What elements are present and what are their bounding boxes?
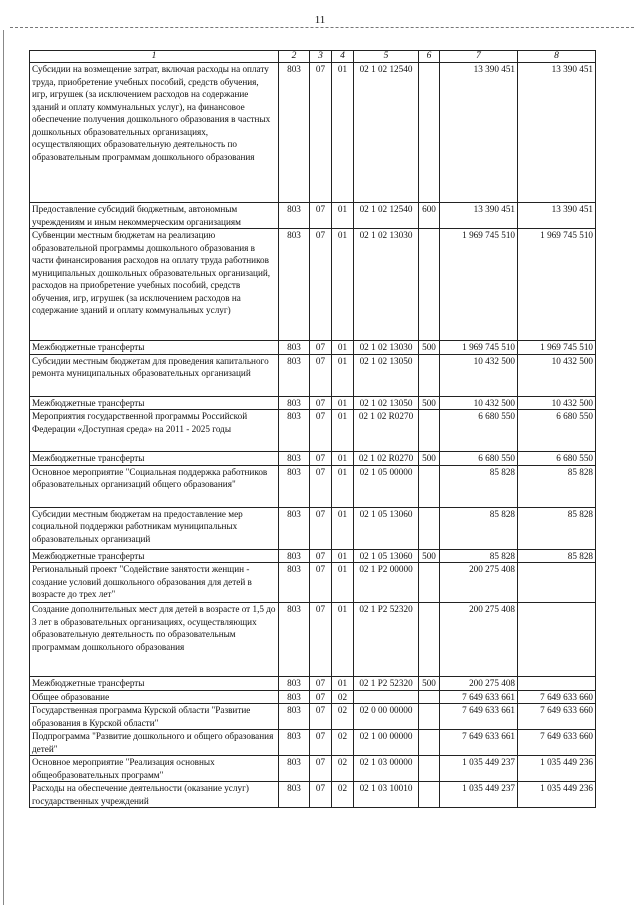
row-amount-1: 85 828 bbox=[440, 465, 518, 507]
row-target-article: 02 1 02 12540 bbox=[354, 203, 419, 229]
scan-border-top bbox=[10, 27, 634, 28]
row-section: 07 bbox=[310, 63, 332, 203]
table-row bbox=[30, 690, 596, 704]
row-name: Межбюджетные трансферты bbox=[30, 677, 279, 691]
row-grbs: 803 bbox=[279, 563, 310, 603]
row-subsection: 01 bbox=[332, 410, 354, 452]
row-name: Межбюджетные трансферты bbox=[30, 341, 279, 355]
scan-border-left bbox=[3, 30, 4, 905]
table-row bbox=[30, 730, 596, 756]
row-subsection: 01 bbox=[332, 465, 354, 507]
row-subsection: 01 bbox=[332, 341, 354, 355]
row-amount-2: 7 649 633 660 bbox=[518, 730, 596, 756]
row-section: 07 bbox=[310, 690, 332, 704]
row-amount-2 bbox=[518, 563, 596, 603]
row-name: Субсидии местным бюджетам для проведения капитального ремонта муниципальных образовательных организаций bbox=[30, 354, 279, 396]
row-amount-2: 1 969 745 510 bbox=[518, 341, 596, 355]
row-section: 07 bbox=[310, 563, 332, 603]
row-expense-type: 500 bbox=[419, 396, 440, 410]
row-target-article: 02 1 02 12540 bbox=[354, 63, 419, 203]
row-amount-2: 1 035 449 236 bbox=[518, 756, 596, 782]
row-name: Мероприятия государственной программы Российской Федерации «Доступная среда» на 2011 - 2025 годы bbox=[30, 410, 279, 452]
row-name: Основное мероприятие "Социальная поддержка работников образовательных организаций общего образования" bbox=[30, 465, 279, 507]
row-subsection: 01 bbox=[332, 396, 354, 410]
row-section: 07 bbox=[310, 549, 332, 563]
row-subsection: 02 bbox=[332, 782, 354, 808]
row-amount-2: 6 680 550 bbox=[518, 452, 596, 466]
row-expense-type bbox=[419, 63, 440, 203]
row-grbs: 803 bbox=[279, 507, 310, 549]
row-name: Межбюджетные трансферты bbox=[30, 396, 279, 410]
row-grbs: 803 bbox=[279, 603, 310, 677]
row-expense-type bbox=[419, 354, 440, 396]
row-target-article: 02 1 P2 52320 bbox=[354, 603, 419, 677]
col-header-5: 5 bbox=[354, 51, 419, 63]
row-amount-1: 85 828 bbox=[440, 549, 518, 563]
row-grbs: 803 bbox=[279, 452, 310, 466]
row-amount-1: 200 275 408 bbox=[440, 677, 518, 691]
table-row bbox=[30, 563, 596, 603]
row-name: Создание дополнительных мест для детей в возрасте от 1,5 до 3 лет в образовательных организациях, осуществляющих образовательную деятельность по образовательным программам дошкольного образования bbox=[30, 603, 279, 677]
row-subsection: 02 bbox=[332, 756, 354, 782]
row-subsection: 01 bbox=[332, 452, 354, 466]
row-subsection: 01 bbox=[332, 563, 354, 603]
row-amount-2: 1 969 745 510 bbox=[518, 229, 596, 341]
row-expense-type: 500 bbox=[419, 341, 440, 355]
row-expense-type: 500 bbox=[419, 452, 440, 466]
row-target-article: 02 1 P2 52320 bbox=[354, 677, 419, 691]
row-amount-2: 7 649 633 660 bbox=[518, 704, 596, 730]
row-grbs: 803 bbox=[279, 690, 310, 704]
row-amount-1: 200 275 408 bbox=[440, 563, 518, 603]
row-section: 07 bbox=[310, 396, 332, 410]
row-amount-2: 7 649 633 660 bbox=[518, 690, 596, 704]
row-amount-1: 7 649 633 661 bbox=[440, 730, 518, 756]
table-row bbox=[30, 603, 596, 677]
row-grbs: 803 bbox=[279, 704, 310, 730]
row-subsection: 02 bbox=[332, 690, 354, 704]
row-expense-type bbox=[419, 507, 440, 549]
row-section: 07 bbox=[310, 203, 332, 229]
table-row bbox=[30, 63, 596, 203]
row-grbs: 803 bbox=[279, 465, 310, 507]
row-amount-1: 10 432 500 bbox=[440, 354, 518, 396]
row-target-article: 02 1 02 R0270 bbox=[354, 452, 419, 466]
row-name: Подпрограмма "Развитие дошкольного и общего образования детей" bbox=[30, 730, 279, 756]
row-amount-1: 85 828 bbox=[440, 507, 518, 549]
row-grbs: 803 bbox=[279, 730, 310, 756]
row-expense-type bbox=[419, 603, 440, 677]
row-name: Субсидии на возмещение затрат, включая расходы на оплату труда, приобретение учебных пособий, средств обучения, игр, игрушек (за исключением расходов на содержание зданий и оплату коммунальных услуг), на финансовое обеспечение получения дошкольного образования в частных дошкольных образовательных организациях, осуществляющих образовательную деятельность по образовательным программам дошкольного образования bbox=[30, 63, 279, 203]
row-name: Межбюджетные трансферты bbox=[30, 452, 279, 466]
row-subsection: 02 bbox=[332, 730, 354, 756]
row-amount-2: 1 035 449 236 bbox=[518, 782, 596, 808]
col-header-8: 8 bbox=[518, 51, 596, 63]
row-section: 07 bbox=[310, 410, 332, 452]
row-target-article: 02 1 02 13050 bbox=[354, 396, 419, 410]
row-section: 07 bbox=[310, 507, 332, 549]
row-amount-2 bbox=[518, 677, 596, 691]
row-amount-1: 13 390 451 bbox=[440, 203, 518, 229]
row-amount-2: 13 390 451 bbox=[518, 203, 596, 229]
table-row bbox=[30, 396, 596, 410]
row-expense-type: 500 bbox=[419, 677, 440, 691]
row-expense-type bbox=[419, 756, 440, 782]
row-expense-type: 600 bbox=[419, 203, 440, 229]
row-amount-2: 6 680 550 bbox=[518, 410, 596, 452]
row-target-article: 02 1 02 13030 bbox=[354, 229, 419, 341]
table-row bbox=[30, 677, 596, 691]
row-section: 07 bbox=[310, 730, 332, 756]
table-row bbox=[30, 452, 596, 466]
row-name: Межбюджетные трансферты bbox=[30, 549, 279, 563]
row-amount-2: 85 828 bbox=[518, 549, 596, 563]
row-section: 07 bbox=[310, 704, 332, 730]
row-amount-1: 10 432 500 bbox=[440, 396, 518, 410]
row-expense-type bbox=[419, 730, 440, 756]
row-section: 07 bbox=[310, 677, 332, 691]
row-grbs: 803 bbox=[279, 203, 310, 229]
table-row bbox=[30, 229, 596, 341]
row-amount-2: 10 432 500 bbox=[518, 354, 596, 396]
col-header-3: 3 bbox=[310, 51, 332, 63]
row-grbs: 803 bbox=[279, 229, 310, 341]
col-header-6: 6 bbox=[419, 51, 440, 63]
row-target-article: 02 1 03 10010 bbox=[354, 782, 419, 808]
row-subsection: 01 bbox=[332, 229, 354, 341]
row-target-article: 02 1 P2 00000 bbox=[354, 563, 419, 603]
row-expense-type bbox=[419, 229, 440, 341]
row-section: 07 bbox=[310, 465, 332, 507]
row-amount-1: 6 680 550 bbox=[440, 452, 518, 466]
row-subsection: 01 bbox=[332, 354, 354, 396]
row-expense-type bbox=[419, 563, 440, 603]
row-target-article: 02 1 02 13050 bbox=[354, 354, 419, 396]
table-row bbox=[30, 756, 596, 782]
row-name: Расходы на обеспечение деятельности (оказание услуг) государственных учреждений bbox=[30, 782, 279, 808]
row-subsection: 01 bbox=[332, 203, 354, 229]
row-expense-type bbox=[419, 690, 440, 704]
row-amount-1: 1 969 745 510 bbox=[440, 341, 518, 355]
row-grbs: 803 bbox=[279, 341, 310, 355]
row-subsection: 02 bbox=[332, 704, 354, 730]
table-row bbox=[30, 465, 596, 507]
row-expense-type bbox=[419, 465, 440, 507]
row-amount-1: 7 649 633 661 bbox=[440, 704, 518, 730]
row-target-article: 02 1 02 13030 bbox=[354, 341, 419, 355]
row-section: 07 bbox=[310, 782, 332, 808]
row-amount-2: 13 390 451 bbox=[518, 63, 596, 203]
row-name: Субвенции местным бюджетам на реализацию образовательной программы дошкольного образования в части финансирования расходов на оплату труда работников муниципальных дошкольных образовательных организаций, расходов на приобретение учебных пособий, средств обучения, игр, игрушек (за исключением расходов на содержание зданий и оплату коммунальных услуг) bbox=[30, 229, 279, 341]
row-name: Предоставление субсидий бюджетным, автономным учреждениям и иным некоммерческим организациям bbox=[30, 203, 279, 229]
row-target-article: 02 1 05 00000 bbox=[354, 465, 419, 507]
budget-table bbox=[29, 50, 596, 808]
row-name: Государственная программа Курской области "Развитие образования в Курской области" bbox=[30, 704, 279, 730]
col-header-2: 2 bbox=[279, 51, 310, 63]
row-grbs: 803 bbox=[279, 756, 310, 782]
row-expense-type bbox=[419, 704, 440, 730]
row-target-article: 02 0 00 00000 bbox=[354, 704, 419, 730]
row-section: 07 bbox=[310, 756, 332, 782]
row-subsection: 01 bbox=[332, 63, 354, 203]
row-amount-2 bbox=[518, 603, 596, 677]
page-number: 11 bbox=[314, 14, 326, 26]
col-header-7: 7 bbox=[440, 51, 518, 63]
row-name: Общее образование bbox=[30, 690, 279, 704]
row-subsection: 01 bbox=[332, 549, 354, 563]
row-subsection: 01 bbox=[332, 507, 354, 549]
row-expense-type bbox=[419, 782, 440, 808]
row-subsection: 01 bbox=[332, 677, 354, 691]
row-target-article: 02 1 02 R0270 bbox=[354, 410, 419, 452]
row-amount-1: 7 649 633 661 bbox=[440, 690, 518, 704]
row-amount-2: 85 828 bbox=[518, 507, 596, 549]
row-expense-type bbox=[419, 410, 440, 452]
row-amount-1: 1 035 449 237 bbox=[440, 782, 518, 808]
row-section: 07 bbox=[310, 452, 332, 466]
table-row bbox=[30, 549, 596, 563]
row-grbs: 803 bbox=[279, 677, 310, 691]
col-header-1: 1 bbox=[30, 51, 279, 63]
table-body bbox=[30, 63, 596, 808]
row-grbs: 803 bbox=[279, 396, 310, 410]
header-row bbox=[30, 51, 596, 63]
row-grbs: 803 bbox=[279, 63, 310, 203]
row-amount-1: 1 969 745 510 bbox=[440, 229, 518, 341]
row-section: 07 bbox=[310, 354, 332, 396]
row-grbs: 803 bbox=[279, 354, 310, 396]
row-section: 07 bbox=[310, 341, 332, 355]
table-row bbox=[30, 704, 596, 730]
row-expense-type: 500 bbox=[419, 549, 440, 563]
row-grbs: 803 bbox=[279, 782, 310, 808]
row-name: Основное мероприятие "Реализация основных общеобразовательных программ" bbox=[30, 756, 279, 782]
row-target-article: 02 1 03 00000 bbox=[354, 756, 419, 782]
row-section: 07 bbox=[310, 603, 332, 677]
table-row bbox=[30, 341, 596, 355]
row-target-article: 02 1 00 00000 bbox=[354, 730, 419, 756]
row-section: 07 bbox=[310, 229, 332, 341]
row-target-article bbox=[354, 690, 419, 704]
table-row bbox=[30, 507, 596, 549]
row-name: Субсидии местным бюджетам на предоставление мер социальной поддержки работникам муниципальных образовательных организаций bbox=[30, 507, 279, 549]
row-target-article: 02 1 05 13060 bbox=[354, 549, 419, 563]
row-grbs: 803 bbox=[279, 549, 310, 563]
row-amount-1: 6 680 550 bbox=[440, 410, 518, 452]
row-target-article: 02 1 05 13060 bbox=[354, 507, 419, 549]
col-header-4: 4 bbox=[332, 51, 354, 63]
row-grbs: 803 bbox=[279, 410, 310, 452]
row-amount-2: 10 432 500 bbox=[518, 396, 596, 410]
table-row bbox=[30, 354, 596, 396]
table-row bbox=[30, 203, 596, 229]
row-subsection: 01 bbox=[332, 603, 354, 677]
row-amount-1: 13 390 451 bbox=[440, 63, 518, 203]
row-amount-2: 85 828 bbox=[518, 465, 596, 507]
row-amount-1: 1 035 449 237 bbox=[440, 756, 518, 782]
row-name: Региональный проект "Содействие занятости женщин - создание условий дошкольного образования для детей в возрасте до трех лет" bbox=[30, 563, 279, 603]
table-row bbox=[30, 782, 596, 808]
table-row bbox=[30, 410, 596, 452]
row-amount-1: 200 275 408 bbox=[440, 603, 518, 677]
